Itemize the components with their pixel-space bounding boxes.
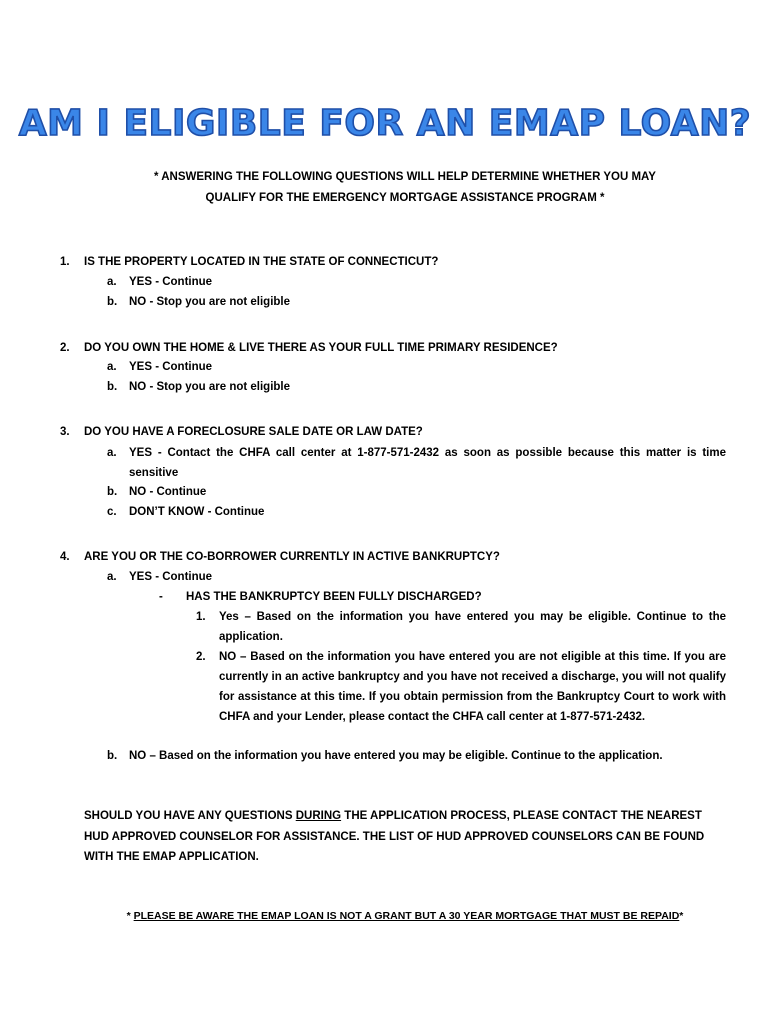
question-number: 4. (60, 551, 70, 563)
question-text: DO YOU HAVE A FORECLOSURE SALE DATE OR LAW DATE? (84, 426, 423, 438)
notice-star-right: * (679, 910, 684, 922)
subanswer-number: 2. (196, 651, 206, 663)
answer-label: a. (107, 571, 117, 583)
repayment-notice (0, 907, 770, 925)
answer-label: c. (107, 506, 117, 518)
answer-label: a. (107, 447, 117, 459)
subquestion-text: HAS THE BANKRUPTCY BEEN FULLY DISCHARGED? (186, 591, 482, 603)
question-number: 2. (60, 342, 70, 354)
intro-text (40, 167, 770, 209)
answer-label: a. (107, 361, 117, 373)
answer-label: b. (107, 296, 118, 308)
answer-label: b. (107, 750, 118, 762)
page-title: AM I ELIGIBLE FOR AN EMAP LOAN? (18, 103, 752, 144)
question-text: DO YOU OWN THE HOME & LIVE THERE AS YOUR FULL TIME PRIMARY RESIDENCE? (84, 342, 558, 354)
closing-emphasis: DURING (295, 810, 342, 822)
intro-line-1: * ANSWERING THE FOLLOWING QUESTIONS WILL HELP DETERMINE WHETHER YOU MAY (154, 171, 656, 183)
answer-text: YES - Continue (129, 361, 213, 373)
subanswer-text: Yes – Based on the information you have entered you may be eligible. Continue to the application. (219, 611, 726, 643)
answer-text: YES - Continue (129, 571, 213, 583)
question-number: 3. (60, 426, 70, 438)
answer-text: YES - Contact the CHFA call center at 1-877-571-2432 as soon as possible because this matter is time sensitive (129, 447, 726, 479)
closing-paragraph (84, 806, 724, 868)
answer-text: YES - Continue (129, 276, 213, 288)
intro-line-2: QUALIFY FOR THE EMERGENCY MORTGAGE ASSISTANCE PROGRAM * (205, 192, 605, 204)
answer-label: a. (107, 276, 117, 288)
answer-label: b. (107, 486, 118, 498)
question-number: 1. (60, 256, 70, 268)
question-text: IS THE PROPERTY LOCATED IN THE STATE OF CONNECTICUT? (84, 256, 439, 268)
subanswer-number: 1. (196, 611, 206, 623)
answer-text: NO – Based on the information you have entered you may be eligible. Continue to the application. (129, 750, 663, 762)
answer-text: NO - Continue (129, 486, 207, 498)
answer-text: DON’T KNOW - Continue (129, 506, 265, 518)
question-text: ARE YOU OR THE CO-BORROWER CURRENTLY IN ACTIVE BANKRUPTCY? (84, 551, 500, 563)
answer-text: NO - Stop you are not eligible (129, 381, 291, 393)
answer-label: b. (107, 381, 118, 393)
closing-text-start: SHOULD YOU HAVE ANY QUESTIONS (84, 810, 296, 822)
notice-star-left: * (126, 910, 134, 922)
notice-text: PLEASE BE AWARE THE EMAP LOAN IS NOT A GRANT BUT A 30 YEAR MORTGAGE THAT MUST BE REPAID (133, 910, 680, 922)
subanswer-text: NO – Based on the information you have entered you are not eligible at this time. If you are currently in an active bankruptcy and you have not received a discharge, you will not qualify for assistance at this time. If you obtain permission from the Bankruptcy Court to work with CHFA and your Lender, please contact the CHFA call center at 1-877-571-2432. (219, 651, 726, 723)
answer-text: NO - Stop you are not eligible (129, 296, 291, 308)
closing-text-end: THE APPLICATION PROCESS, PLEASE CONTACT THE NEAREST HUD APPROVED COUNSELOR FOR ASSISTANCE. THE LIST OF HUD APPROVED COUNSELORS CAN BE FOUND WITH THE EMAP APPLICATION. (84, 810, 705, 863)
sub-bullet-dash: - (159, 591, 163, 603)
